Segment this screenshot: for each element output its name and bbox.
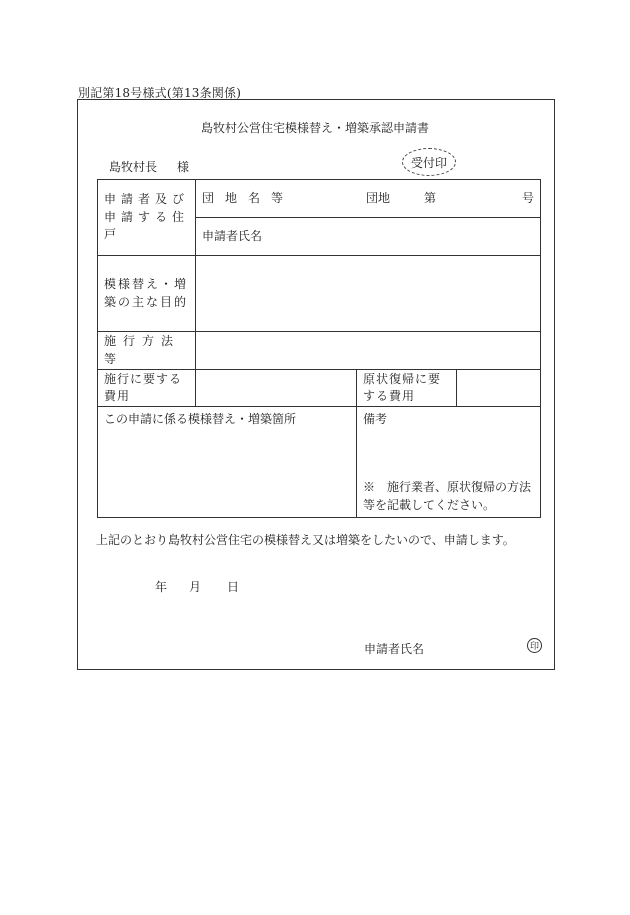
date-year: 年 xyxy=(155,580,168,594)
applicant-name-label: 申請者氏名 xyxy=(202,228,263,243)
remarks-label: 備考 xyxy=(363,412,388,426)
form-title: 島牧村公営住宅模様替え・増築承認申請書 xyxy=(200,121,429,135)
form-number-caption: 別記第18号様式(第13条関係) xyxy=(78,86,242,100)
danchi-suffix: 団地 xyxy=(366,190,391,205)
remarks-cell[interactable] xyxy=(357,407,541,518)
danchi-dai: 第 xyxy=(424,190,437,205)
method-field[interactable] xyxy=(196,332,541,370)
reception-stamp-label: 受付印 xyxy=(410,155,447,170)
restore-cost-field[interactable] xyxy=(457,370,541,407)
danchi-name-label: 団地名等 xyxy=(202,190,295,205)
applicant-label: 申請者及び申請する住戸 xyxy=(98,180,196,256)
reception-stamp-box xyxy=(402,148,456,176)
cost-field[interactable] xyxy=(196,370,357,407)
declaration-text: 上記のとおり島牧村公営住宅の模様替え又は増築をしたいので、申請します。 xyxy=(96,533,515,547)
addressee xyxy=(109,158,189,175)
date-line xyxy=(155,578,239,595)
method-label: 施行方法等 xyxy=(98,332,196,370)
signature-label: 申請者氏名 xyxy=(364,642,425,656)
date-month: 月 xyxy=(189,580,202,594)
danchi-field[interactable] xyxy=(196,180,541,218)
restore-cost-label: 原状復帰に要する費用 xyxy=(357,370,457,407)
seal-text: 印 xyxy=(529,642,539,652)
addressee-honorific: 様 xyxy=(177,160,190,174)
location-cell[interactable] xyxy=(98,407,357,518)
applicant-name-field[interactable] xyxy=(196,218,541,256)
cost-label: 施行に要する費用 xyxy=(98,370,196,407)
purpose-field[interactable] xyxy=(196,256,541,332)
purpose-label: 模様替え・増築の主な目的 xyxy=(98,256,196,332)
danchi-go: 号 xyxy=(522,190,535,205)
date-day: 日 xyxy=(227,580,240,594)
addressee-name: 島牧村長 xyxy=(109,160,158,174)
application-table xyxy=(97,179,541,518)
location-label: この申請に係る模様替え・増築箇所 xyxy=(104,412,297,426)
seal-mark xyxy=(527,638,542,653)
remarks-note: ※ 施行業者、原状復帰の方法等を記載してください。 xyxy=(363,480,532,512)
